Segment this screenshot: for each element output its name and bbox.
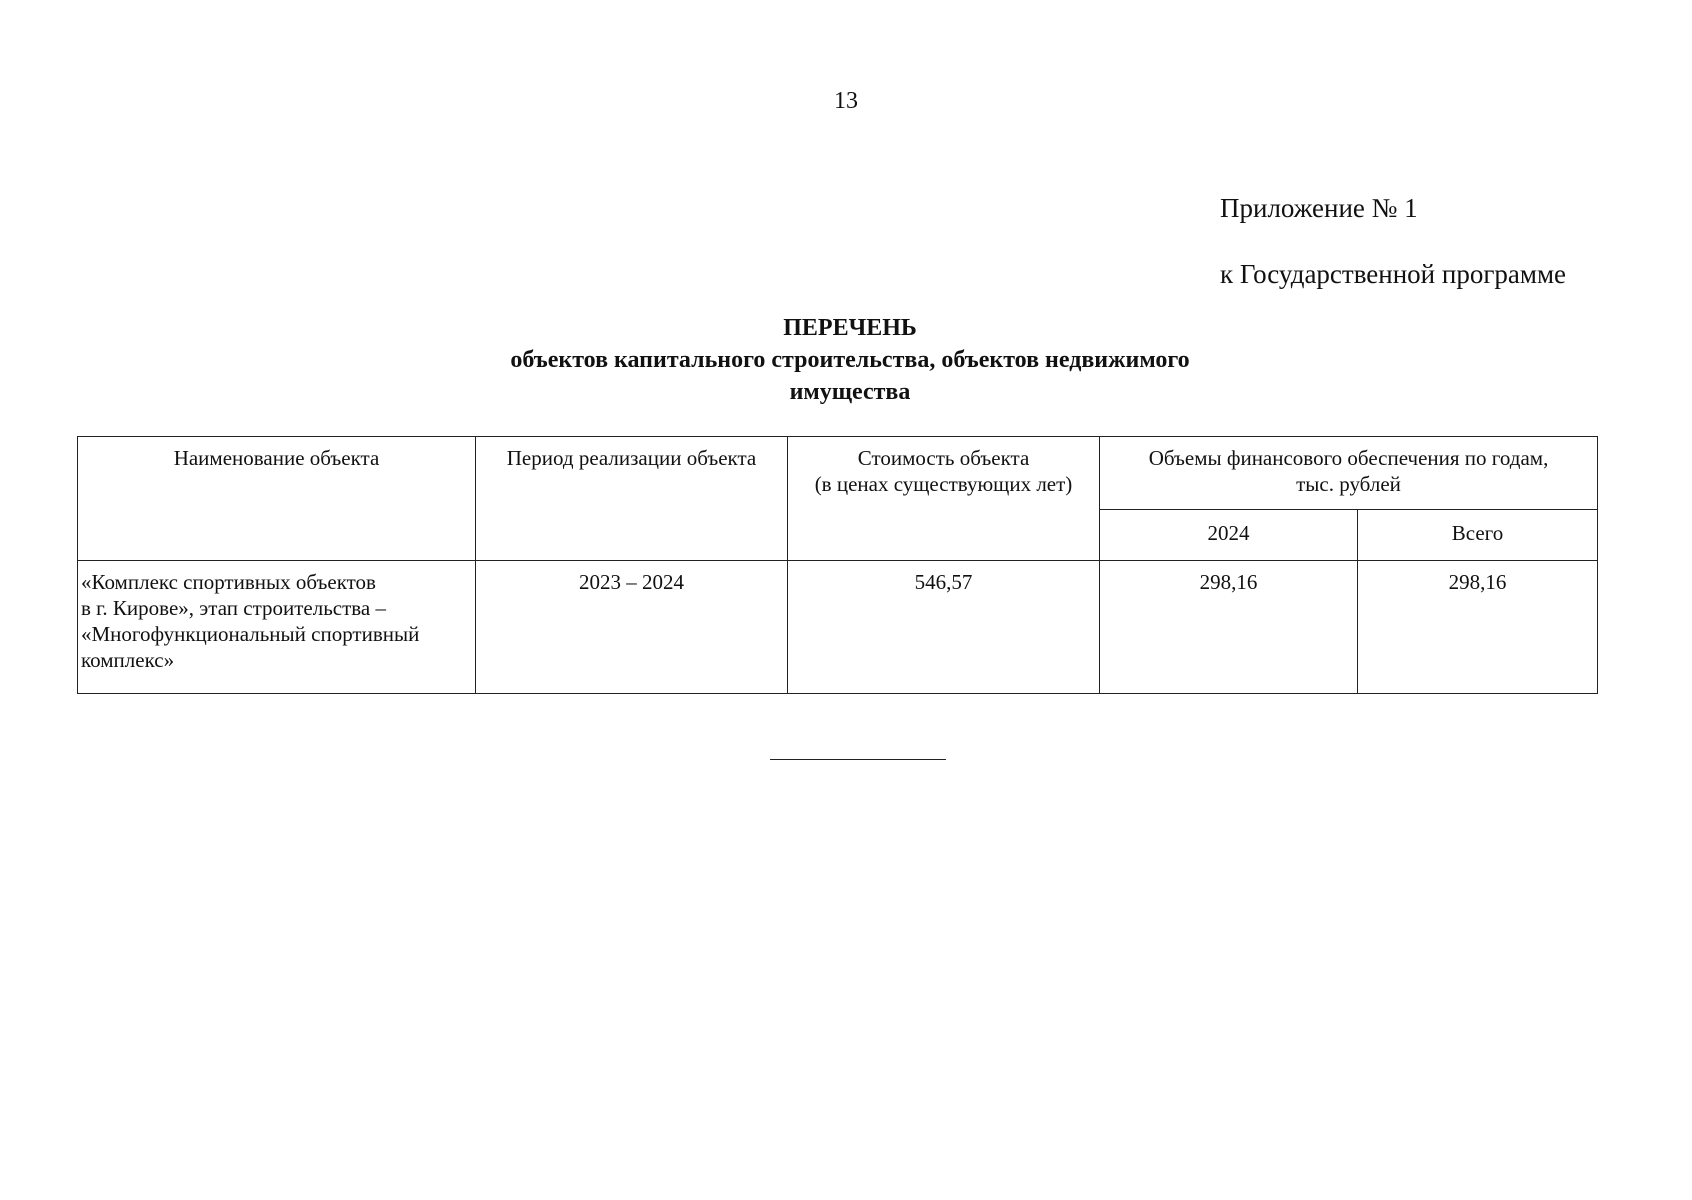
table-header-row	[78, 437, 1598, 510]
object-name-line-2: в г. Кирове», этап строительства –	[81, 596, 387, 620]
header-period: Период реализации объекта	[476, 437, 788, 561]
header-object-name: Наименование объекта	[78, 437, 476, 561]
cell-total: 298,16	[1358, 561, 1598, 694]
object-name-line-4: комплекс»	[81, 648, 175, 672]
object-name-line-3: «Многофункциональный спортивный	[81, 622, 420, 646]
header-cost	[788, 437, 1100, 561]
cell-year-value: 298,16	[1100, 561, 1358, 694]
objects-table	[77, 436, 1598, 694]
document-heading	[0, 312, 1692, 408]
page-number: 13	[834, 88, 858, 114]
header-year: 2024	[1100, 510, 1358, 561]
object-name-line-1: «Комплекс спортивных объектов	[81, 570, 376, 594]
cell-cost: 546,57	[788, 561, 1100, 694]
header-funding-line-2: тыс. рублей	[1296, 472, 1401, 496]
closing-divider	[770, 759, 946, 760]
appendix-subtitle: к Государственной программе	[1220, 259, 1567, 289]
document-subtitle-line-1: объектов капитального строительства, объектов недвижимого	[510, 347, 1190, 373]
header-total: Всего	[1358, 510, 1598, 561]
header-funding-line-1: Объемы финансового обеспечения по годам,	[1148, 446, 1549, 470]
table-row	[78, 561, 1598, 694]
header-cost-line-2: (в ценах существующих лет)	[814, 472, 1073, 496]
document-subtitle-line-2: имущества	[789, 379, 911, 405]
cell-period: 2023 – 2024	[476, 561, 788, 694]
header-cost-line-1: Стоимость объекта	[857, 446, 1030, 470]
document-title: ПЕРЕЧЕНЬ	[783, 315, 917, 341]
appendix-title: Приложение № 1	[1220, 193, 1418, 223]
cell-object-name	[78, 561, 476, 694]
header-funding	[1100, 437, 1598, 510]
